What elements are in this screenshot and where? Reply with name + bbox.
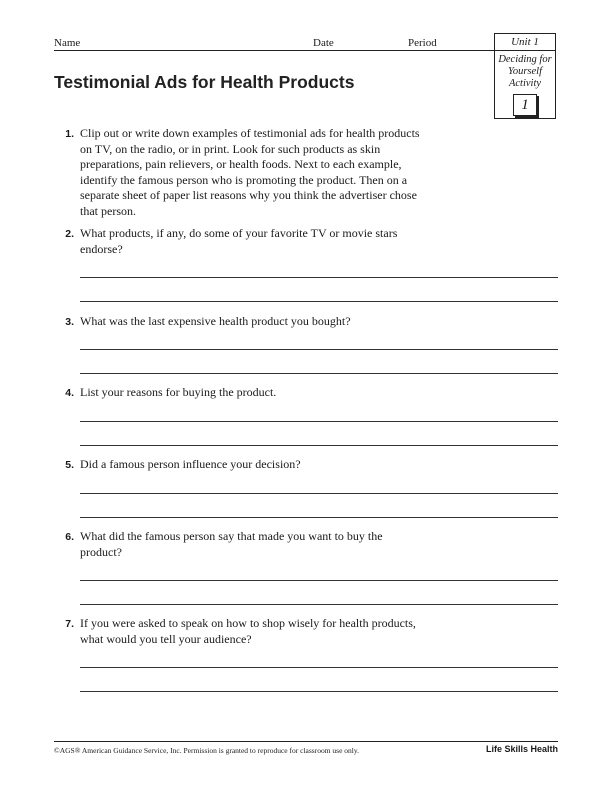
answer-line[interactable] — [80, 301, 558, 302]
question-line: product? — [80, 544, 122, 559]
question-text — [80, 226, 440, 257]
question-text — [80, 616, 440, 647]
answer-line[interactable] — [80, 349, 558, 350]
question-line: endorse? — [80, 241, 123, 256]
answer-line[interactable] — [80, 580, 558, 581]
footer-rule — [54, 741, 558, 742]
question-line: If you were asked to speak on how to shop wisely for health products, — [80, 616, 416, 630]
question-number: 2. — [65, 228, 74, 240]
question-line: What was the last expensive health product you bought? — [80, 314, 351, 328]
answer-line[interactable] — [80, 493, 558, 494]
question-number: 5. — [65, 459, 74, 471]
answer-line[interactable] — [80, 277, 558, 278]
question-line: that person. — [80, 203, 136, 218]
question-line: List your reasons for buying the product. — [80, 385, 277, 399]
book-title: Life Skills Health — [485, 744, 558, 754]
unit-line-3: Activity — [508, 78, 542, 89]
question-line: What products, if any, do some of your favorite TV or movie stars — [80, 226, 398, 240]
question-text — [80, 457, 440, 473]
unit-box — [494, 33, 556, 119]
unit-line-2: Yourself — [507, 66, 543, 77]
copyright-notice: ©AGS® American Guidance Service, Inc. Permission is granted to reproduce for classroom use only. — [54, 746, 359, 755]
question-line: What did the famous person say that made you want to buy the — [80, 529, 383, 543]
question-text — [80, 126, 440, 219]
page-title: Testimonial Ads for Health Products — [54, 72, 355, 92]
header-rule — [54, 50, 494, 51]
question-number: 1. — [65, 128, 74, 140]
question-line: what would you tell your audience? — [80, 631, 252, 646]
question-line: identify the famous person who is promoting the product. Then on a — [80, 172, 408, 187]
answer-line[interactable] — [80, 421, 558, 422]
answer-line[interactable] — [80, 445, 558, 446]
question-number: 3. — [65, 316, 74, 328]
unit-line-1: Deciding for — [498, 54, 552, 65]
unit-activity-label — [495, 54, 555, 90]
name-label: Name — [54, 37, 81, 49]
question-text — [80, 314, 440, 330]
activity-number: 1 — [513, 94, 537, 116]
question-text — [80, 529, 440, 560]
question-text — [80, 385, 440, 401]
question-number: 6. — [65, 531, 74, 543]
answer-line[interactable] — [80, 667, 558, 668]
question-number: 4. — [65, 387, 74, 399]
question-number: 7. — [65, 618, 74, 630]
unit-label: Unit 1 — [495, 34, 555, 51]
question-line: preparations, pain relievers, or health foods. Next to each example, — [80, 157, 402, 171]
answer-line[interactable] — [80, 373, 558, 374]
question-line: separate sheet of paper list reasons why you think the advertiser chose — [80, 188, 417, 202]
question-line: Clip out or write down examples of testimonial ads for health products — [80, 126, 420, 140]
question-line: Did a famous person influence your decision? — [80, 457, 301, 471]
answer-line[interactable] — [80, 517, 558, 518]
answer-line[interactable] — [80, 691, 558, 692]
date-label: Date — [313, 37, 334, 49]
question-line: on TV, on the radio, or in print. Look for such products as skin — [80, 141, 381, 156]
answer-line[interactable] — [80, 604, 558, 605]
period-label: Period — [408, 37, 437, 49]
